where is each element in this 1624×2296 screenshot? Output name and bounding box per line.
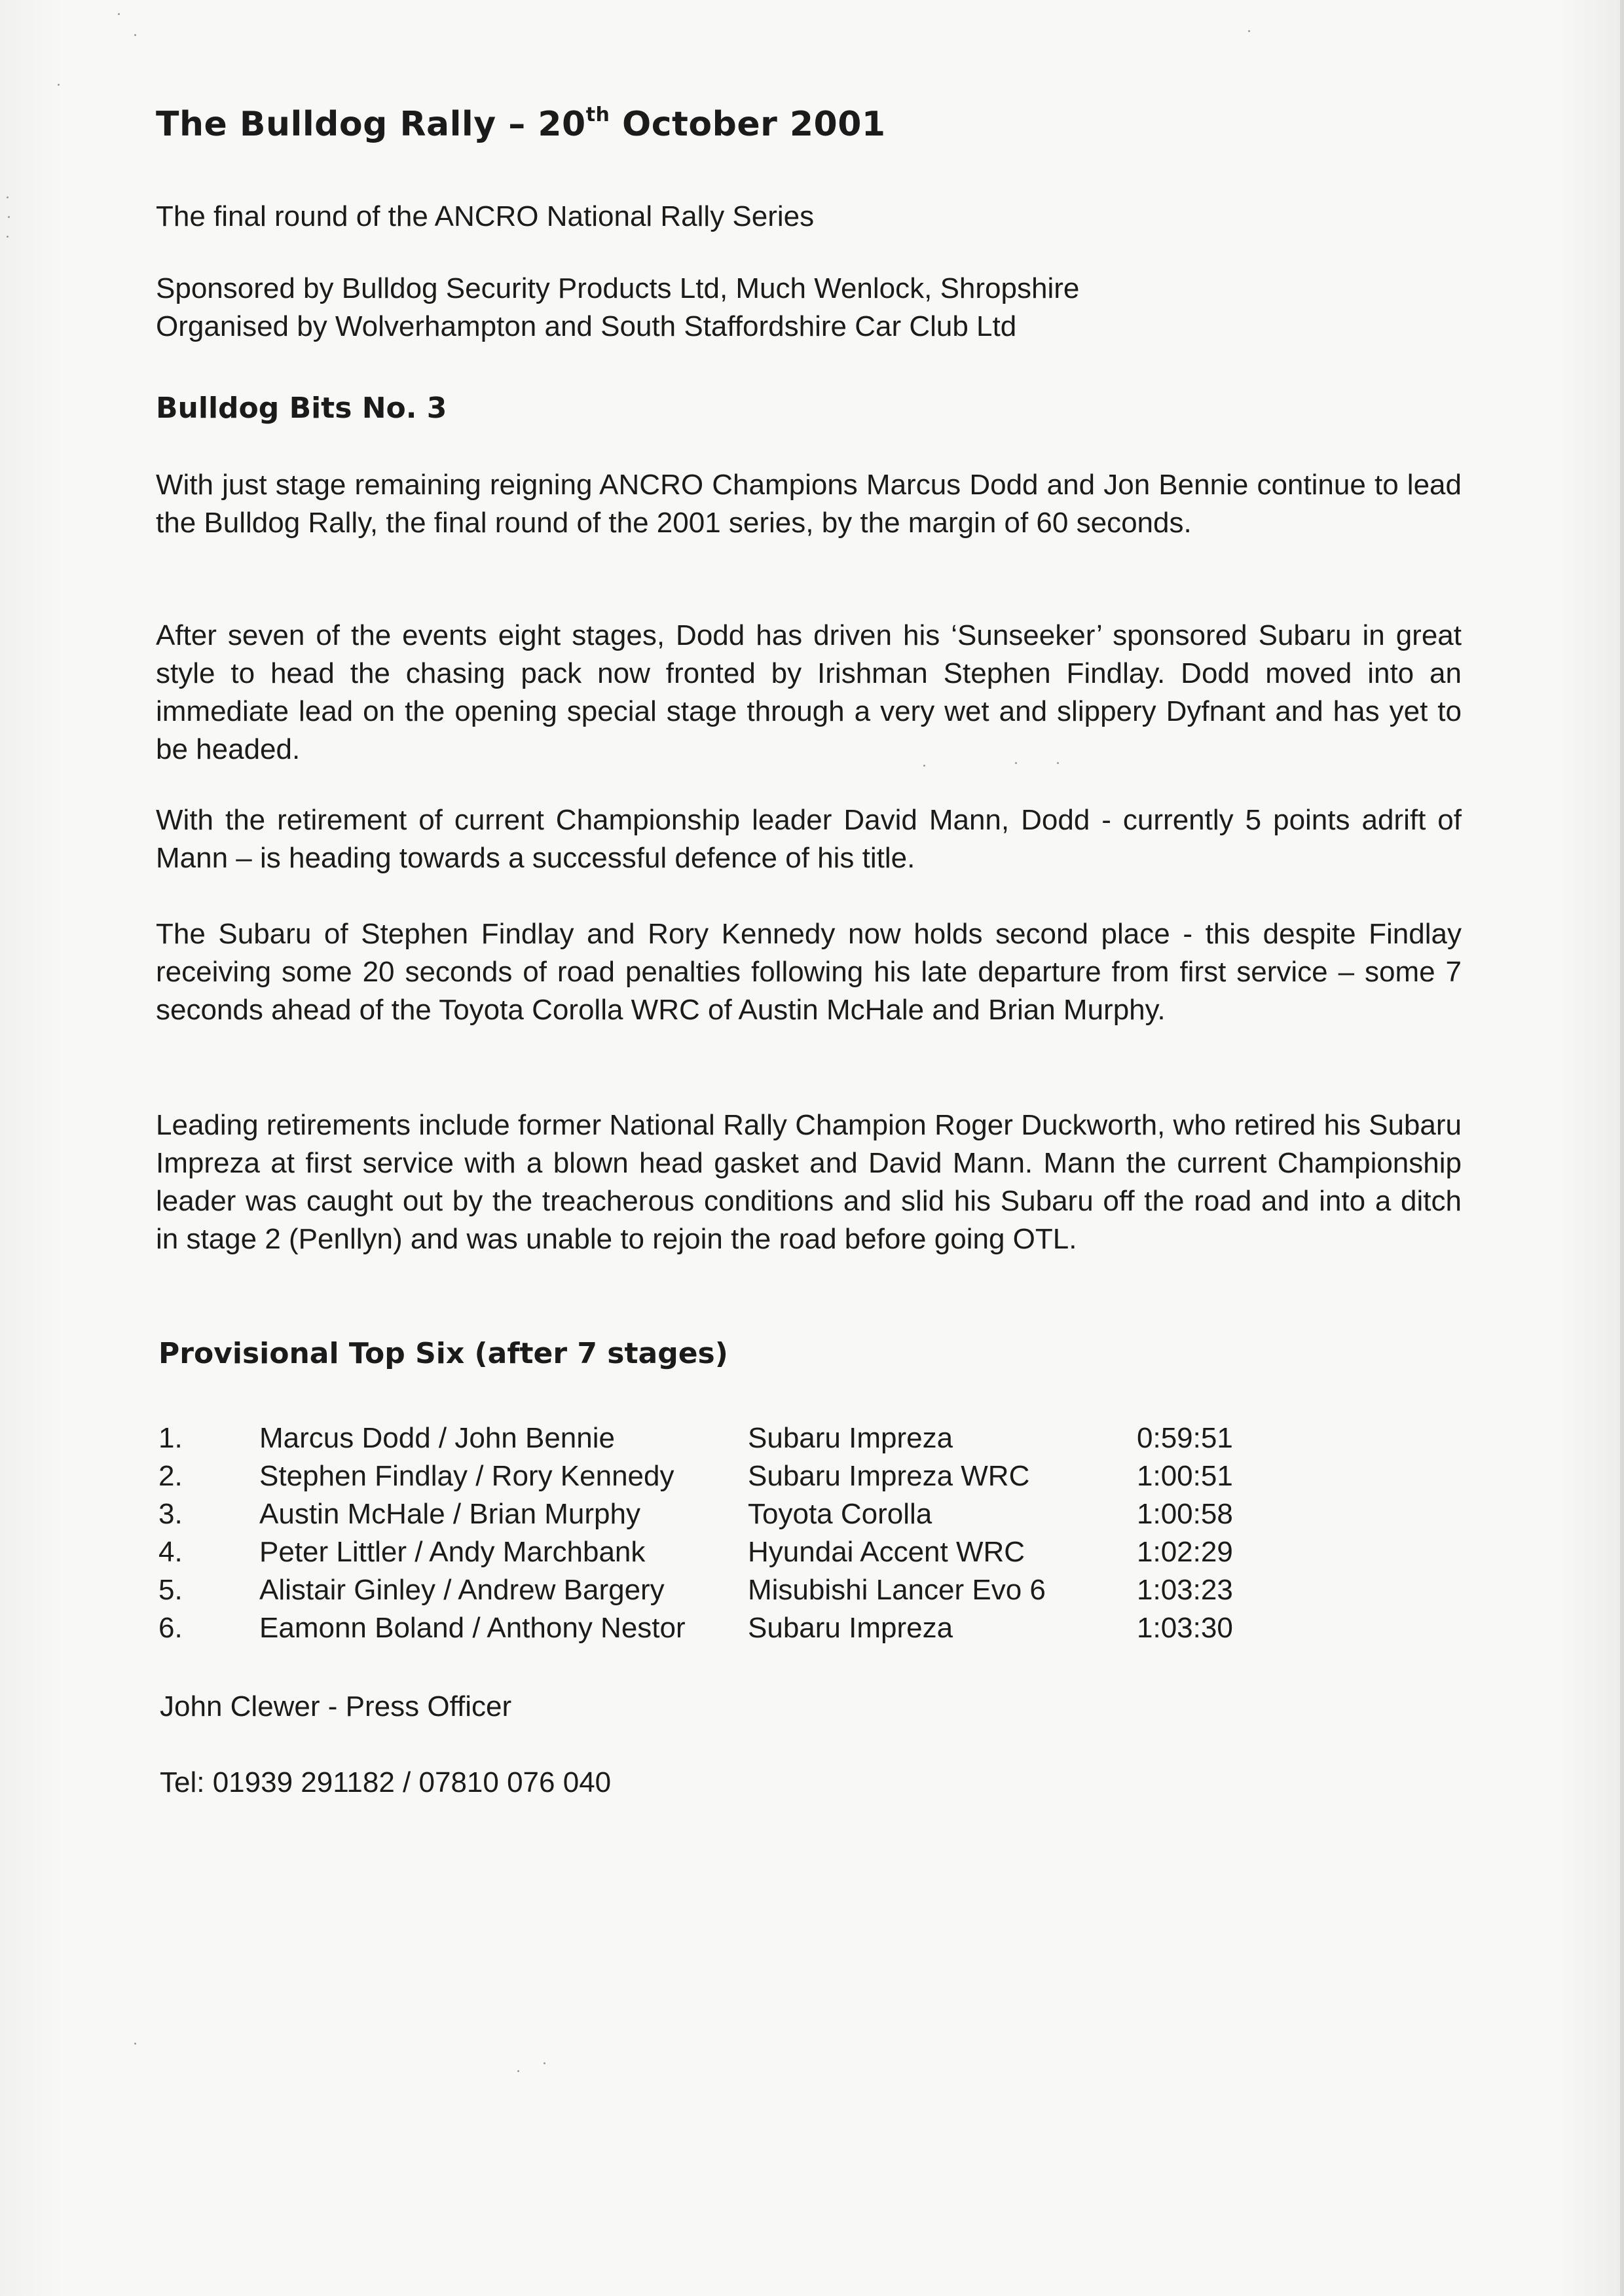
title-ordinal-suffix: th	[585, 103, 610, 126]
sponsor-line: Sponsored by Bulldog Security Products Ltd, Much Wenlock, Shropshire	[156, 272, 1080, 304]
press-officer: John Clewer - Press Officer	[160, 1690, 512, 1722]
telephone: Tel: 01939 291182 / 07810 076 040	[160, 1766, 612, 1798]
table-row	[156, 1571, 1335, 1609]
crew-cell: Marcus Dodd / John Bennie	[259, 1422, 615, 1454]
time-cell: 0:59:51	[1137, 1422, 1233, 1454]
page-title	[156, 105, 886, 144]
car-cell: Subaru Impreza	[748, 1422, 953, 1454]
results-table	[156, 1419, 1335, 1647]
time-cell: 1:00:58	[1137, 1498, 1233, 1530]
position-cell: 6.	[158, 1612, 183, 1644]
paragraph: With the retirement of current Championship leader David Mann, Dodd - currently 5 points adrift of Mann – is heading towards a successful defence of his title.	[156, 804, 1462, 874]
intro-line: The final round of the ANCRO National Rally Series	[156, 200, 815, 232]
car-cell: Subaru Impreza WRC	[748, 1460, 1030, 1492]
position-cell: 4.	[158, 1536, 183, 1568]
table-row	[156, 1495, 1335, 1533]
table-row	[156, 1457, 1335, 1495]
table-row	[156, 1609, 1335, 1647]
paragraph: With just stage remaining reigning ANCRO Champions Marcus Dodd and Jon Bennie continue to lead the Bulldog Rally, the final round of the 2001 series, by the margin of 60 seconds.	[156, 469, 1462, 539]
car-cell: Misubishi Lancer Evo 6	[748, 1574, 1046, 1606]
organiser-line: Organised by Wolverhampton and South Staffordshire Car Club Ltd	[156, 310, 1017, 342]
crew-cell: Stephen Findlay / Rory Kennedy	[259, 1460, 674, 1492]
car-cell: Subaru Impreza	[748, 1612, 953, 1644]
crew-cell: Eamonn Boland / Anthony Nestor	[259, 1612, 686, 1644]
paragraph: After seven of the events eight stages, Dodd has driven his ‘Sunseeker’ sponsored Subaru in great style to head the chasing pack now fronted by Irishman Stephen Findlay. Dodd moved into an immediate lead on the opening special stage through a very wet and slippery Dyfnant and has yet to be headed.	[156, 619, 1462, 765]
crew-cell: Alistair Ginley / Andrew Bargery	[259, 1574, 665, 1606]
time-cell: 1:00:51	[1137, 1460, 1233, 1492]
table-row	[156, 1533, 1335, 1571]
table-row	[156, 1419, 1335, 1457]
position-cell: 3.	[158, 1498, 183, 1530]
position-cell: 5.	[158, 1574, 183, 1606]
position-cell: 1.	[158, 1422, 183, 1454]
car-cell: Hyundai Accent WRC	[748, 1536, 1025, 1568]
crew-cell: Peter Littler / Andy Marchbank	[259, 1536, 646, 1568]
title-text: The Bulldog Rally – 20	[156, 105, 586, 144]
paragraph: The Subaru of Stephen Findlay and Rory Kennedy now holds second place - this despite Findlay receiving some 20 seconds of road penalties following his late departure from first service – some 7 seconds ahead of the Toyota Corolla WRC of Austin McHale and Brian Murphy.	[156, 918, 1462, 1026]
title-date-end: October 2001	[610, 105, 886, 144]
time-cell: 1:03:30	[1137, 1612, 1233, 1644]
time-cell: 1:03:23	[1137, 1574, 1233, 1606]
paragraph: Leading retirements include former National Rally Champion Roger Duckworth, who retired his Subaru Impreza at first service with a blown head gasket and David Mann. Mann the current Championship leader was caught out by the treacherous conditions and slid his Subaru off the road and into a ditch in stage 2 (Penllyn) and was unable to rejoin the road before going OTL.	[156, 1109, 1462, 1255]
crew-cell: Austin McHale / Brian Murphy	[259, 1498, 640, 1530]
position-cell: 2.	[158, 1460, 183, 1492]
time-cell: 1:02:29	[1137, 1536, 1233, 1568]
section-heading: Bulldog Bits No. 3	[156, 392, 447, 425]
results-heading: Provisional Top Six (after 7 stages)	[158, 1337, 728, 1370]
car-cell: Toyota Corolla	[748, 1498, 932, 1530]
